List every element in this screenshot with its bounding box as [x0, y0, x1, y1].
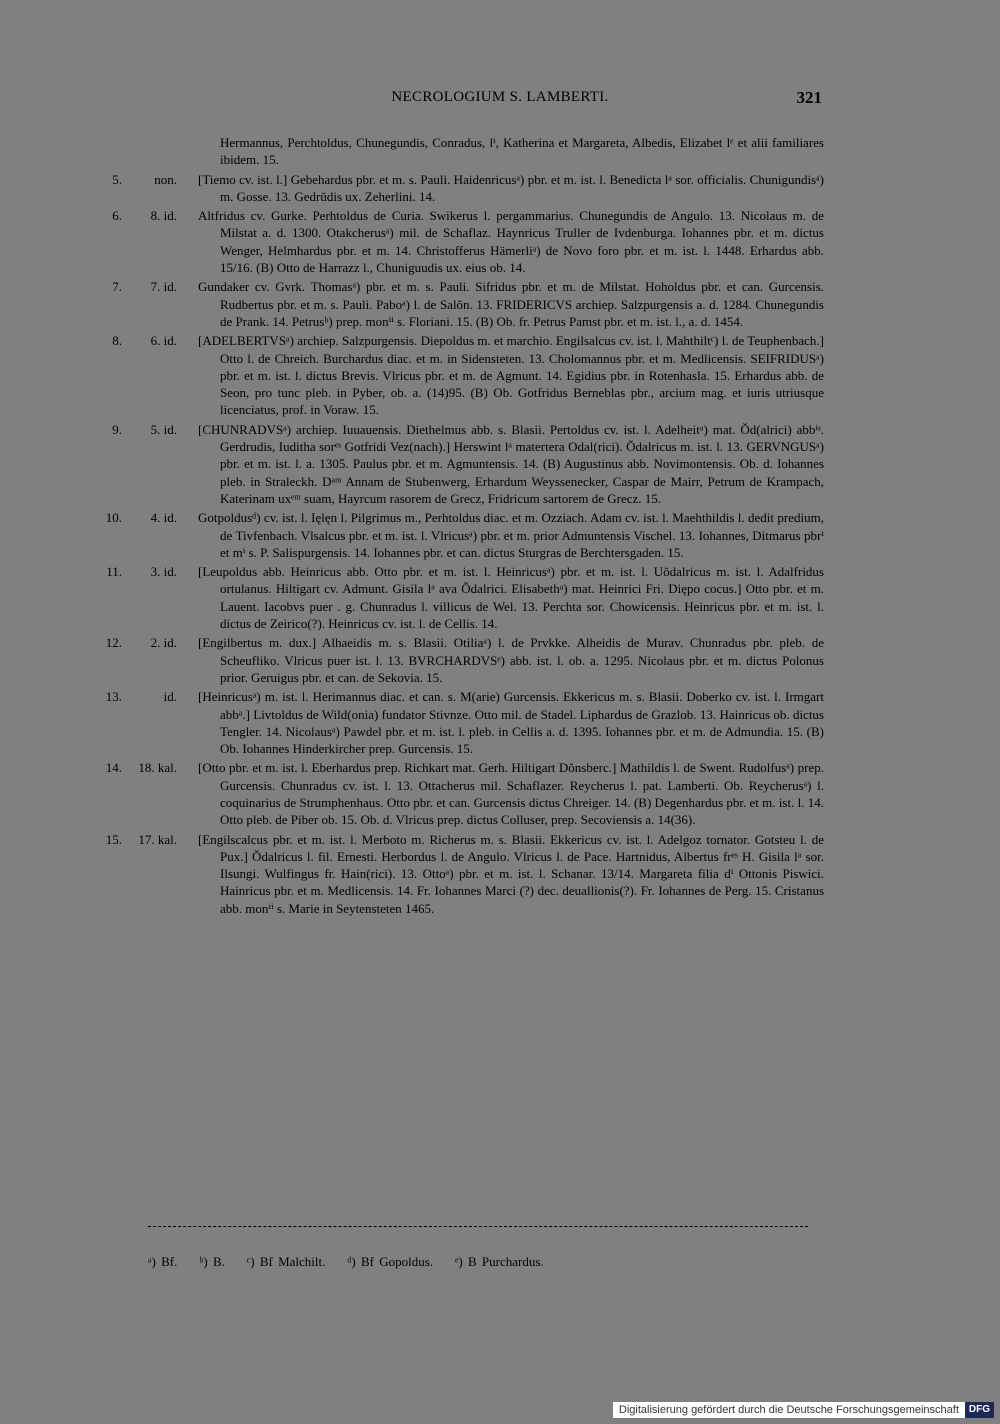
entry-calendar-date: 5. id. — [150, 421, 177, 437]
entry-day-number: 15. — [105, 831, 122, 847]
entry-day-number: 6. — [112, 208, 122, 224]
necrology-entry — [0, 207, 1000, 276]
footnote: ᵈ) Bf Gopoldus. — [347, 1254, 434, 1269]
footnote: ᵇ) B. — [199, 1254, 225, 1269]
necrology-entries — [0, 134, 1000, 919]
necrology-entry — [0, 563, 1000, 632]
entry-calendar-date: 2. id. — [150, 635, 177, 651]
footnotes — [148, 1254, 566, 1270]
entry-text: [Heinricusᵃ) m. ist. l. Herimannus diac. et can. s. M(arie) Gurcensis. Ekkericus m. s. Blasii. Doberko cv. ist. l. Irmgart abbᵃ.] Livtoldus de Wild(onia) fundator Stivnze. Otto mil. de Stadel. Liphardus de Grazlob. 13. Hainricus ob. dictus Tengler. 14. Nicolausᵃ) Pawdel pbr. et m. ist. l. pleb. in Cellis a. d. 1395. Iohannes pbr. et m. de Admundia. 15. (B) Ob. Iohannes Hinderkircher prep. Gurcensis. 15. — [198, 689, 824, 757]
entry-calendar-date: non. — [154, 171, 177, 187]
footnote: ᵃ) Bf. — [148, 1254, 178, 1269]
entry-day-number: 5. — [112, 171, 122, 187]
necrology-entry — [0, 171, 1000, 206]
necrology-entry — [0, 421, 1000, 507]
footnote: ᶜ) Bf Malchilt. — [246, 1254, 326, 1269]
footnote-divider — [148, 1226, 808, 1227]
entry-calendar-date: 18. kal. — [138, 760, 177, 776]
entry-text: Hermannus, Perchtoldus, Chunegundis, Conradus, lⁱ, Katherina et Margareta, Albedis, Elizabet lᵉ et alii familiares ibidem. 15. — [220, 135, 824, 168]
entry-text: [ADELBERTVSᵃ) archiep. Salzpurgensis. Diepoldus m. et marchio. Engilsalcus cv. ist. l. Mahthiltᶜ) l. de Teuphenbach.] Otto l. de Chreich. Burchardus diac. et m. in Sidensteten. 13. Cholomannus pbr. et m. Medlicensis. SEIFRIDUSᵃ) pbr. et m. ist. l. dictus Brevis. Vlricus pbr. et m. de Agmunt. 14. Egidius pbr. in Rotenhasla. 15. Erhardus abb. de Seon, pro tunc pleb. in Pyber, ob. a. (14)95. (B) Ob. Gotfridus Berneblas pbr., arcium mag. et iuris utriusque licenciatus, prof. in Voraw. 15. — [198, 333, 824, 418]
entry-day-number: 12. — [105, 635, 122, 651]
entry-day-number: 11. — [106, 564, 122, 580]
entry-calendar-date: 7. id. — [150, 279, 177, 295]
entry-calendar-date: 3. id. — [150, 564, 177, 580]
entry-day-number: 14. — [105, 760, 122, 776]
entry-text: [CHUNRADVSᵃ) archiep. Iuuauensis. Diethelmus abb. s. Blasii. Pertoldus cv. ist. l. Adelheitᵃ) mat. Ŏd(alrici) abbⁱˢ. Gerdrudis, Iuditha sorᵉˢ Gotfridi Vez(nach).] Herswint lᵃ matertera Odal(rici). Ŏdalricus m. ist. l. 13. GERVNGUSᵃ) pbr. et m. ist. l. a. 1305. Paulus pbr. et m. Agmuntensis. 14. (B) Augustinus abb. Novimontensis. Ob. d. Iohannes pleb. in Straleckh. Dᵃᵐ Annam de Stubenwerg, Erhardum Weyssenecker, Caspar de Mairr, Petrum de Krampach, Katerinam uxᵉᵐ suam, Hayrcum rasorem de Grecz, Fridricum sartorem de Grecz. 15. — [198, 421, 824, 506]
entry-calendar-date: id. — [163, 689, 177, 705]
necrology-entry — [0, 332, 1000, 418]
entry-calendar-date: 8. id. — [150, 208, 177, 224]
entry-text: [Tiemo cv. ist. l.] Gebehardus pbr. et m. s. Pauli. Haidenricusᵃ) pbr. et m. ist. l. Benedicta lᵃ sor. officialis. Chunigundisᵃ) m. Gosse. 13. Gedrŭdis ux. Zeherlini. 14. — [198, 171, 824, 204]
entry-day-number: 9. — [112, 421, 122, 437]
entry-calendar-date: 6. id. — [150, 333, 177, 349]
banner-text: Digitalisierung gefördert durch die Deutsche Forschungsgemeinschaft — [618, 1404, 959, 1416]
entry-text: [Engilscalcus pbr. et m. ist. l. Merboto m. Richerus m. s. Blasii. Ekkericus cv. ist. l. Adelgoz tornator. Gotsteu l. de Pux.] Ŏdalricus l. fil. Ernesti. Herbordus l. de Angulo. Vlricus l. de Pace. Hartnidus, Albertus frᵉˢ H. Gisila lᵃ sor. Ilsungi. Wulfingus fr. Hain(rici). 13. Ottoᵃ) pbr. et m. ist. l. Schanar. 13/14. Margareta filia dⁱ Ottonis Piswici. Hainricus pbr. et m. Medlicensis. 14. Fr. Iohannes Marci (?) dec. deuallionis(?). Fr. Iohannes de Perg. 15. Cristanus abb. monⁱⁱ s. Marie in Seytensteten 1465. — [198, 831, 824, 916]
necrology-entry — [0, 688, 1000, 757]
dfg-logo: DFG — [965, 1402, 994, 1418]
entry-text: [Otto pbr. et m. ist. l. Eberhardus prep. Richkart mat. Gerh. Hiltigart Dŏnsberc.] Mathildis l. de Swent. Rudolfusᵃ) prep. Gurcensis. Chunradus cv. ist. l. 13. Ottacherus mil. Schaflazer. Reycherus l. pat. Lamberti. Ob. Reycherusᵃ) l. coquinarius de Strumphenhaus. Otto pbr. et can. Gurcensis dictus Chreiger. 14. (B) Degenhardus pbr. et m. ist. l. 14. Otto pleb. de Piber ob. 15. Ob. d. Vlricus prep. dictus Colluser, prep. Secoviensis a. 14(36). — [198, 760, 824, 828]
entry-calendar-date: 4. id. — [150, 510, 177, 526]
necrology-entry — [0, 831, 1000, 917]
entry-text: Gotpoldusᵈ) cv. ist. l. Ięlęn l. Pilgrimus m., Perhtoldus diac. et m. Ozziach. Adam cv. ist. l. Maehthildis l. dedit predium, de Tivfenbach. Vlsalcus pbr. et m. ist. l. Vlricusᵃ) pbr. et m. prior Admuntensis Vischel. 13. Iohannes, Ditmarus pbrⁱ et mⁱ s. P. Salispurgensis. 14. Iohannes pbr. et can. dictus Sturgras de Berchtersgaden. 15. — [198, 510, 824, 560]
entry-text: Gundaker cv. Gvrk. Thomasᵃ) pbr. et m. s. Pauli. Sifridus pbr. et m. de Milstat. Hoholdus pbr. et can. Gurcensis. Rudbertus pbr. et m. s. Pauli. Paboᵃ) l. de Salŏn. 13. FRIDERICVS archiep. Salzpurgensis a. d. 1284. Chunegundis de Prank. 14. Petrusᵇ) prep. monⁱⁱ s. Floriani. 15. (B) Ob. fr. Petrus Pamst pbr. et m. ist. l., a. d. 1454. — [198, 279, 824, 329]
entry-calendar-date: 17. kal. — [138, 831, 177, 847]
entry-text: [Leupoldus abb. Heinricus abb. Otto pbr. et m. ist. l. Heinricusᵃ) pbr. et m. ist. l. Uŏdalricus m. ist. l. Adalfridus ortulanus. Hiltigart cv. Admunt. Gisila lᵃ ava Ŏdalrici. Elisabethᵃ) mat. Heinrici Fri. Diępo cocus.] Otto pbr. et m. Lauent. Iacobvs puer . g. Chunradus l. villicus de Wel. 13. Perchta sor. Chowicensis. Heinricus pbr. et m. ist. l. dictus de Zeirico(?). Heinricus cv. ist. l. de Cellis. 14. — [198, 564, 824, 632]
necrology-entry — [0, 509, 1000, 561]
necrology-entry — [0, 278, 1000, 330]
footnote: ᵉ) B Purchardus. — [455, 1254, 544, 1269]
running-title: NECROLOGIUM S. LAMBERTI. — [391, 89, 609, 105]
entry-text: [Engilbertus m. dux.] Alhaeidis m. s. Blasii. Otiliaᵃ) l. de Prvkke. Alheidis de Murav. Chunradus pbr. pleb. de Scheufliko. Vlricus puer ist. l. 13. BVRCHARDVSᵉ) abb. ist. l. ob. a. 1295. Nicolaus pbr. et m. dictus Polonus prior. Geruigus pbr. et can. de Sekovia. 15. — [198, 635, 824, 685]
entry-day-number: 8. — [112, 333, 122, 349]
necrology-entry — [0, 134, 1000, 169]
necrology-entry — [0, 634, 1000, 686]
entry-text: Altfridus cv. Gurke. Perhtoldus de Curia. Swikerus l. pergammarius. Chunegundis de Angulo. 13. Nicolaus m. de Milstat a. d. 1300. Otakcherusᵃ) mil. de Schaflaz. Haynricus Truller de Ivdenburga. Iohannes pbr. et m. dictus Wenger, Helmhardus pbr. et m. 14. Christofferus Hämerliᵃ) de Novo foro pbr. et m. ist. l. 1448. Erhardus abb. 15/16. (B) Otto de Harrazz l., Chuniguudis ux. eius ob. 14. — [198, 208, 824, 276]
necrology-entry — [0, 759, 1000, 828]
entry-day-number: 10. — [105, 510, 122, 526]
entry-day-number: 7. — [112, 279, 122, 295]
entry-day-number: 13. — [105, 689, 122, 705]
dfg-funding-banner[interactable] — [613, 1402, 994, 1418]
page-number: 321 — [796, 88, 822, 107]
